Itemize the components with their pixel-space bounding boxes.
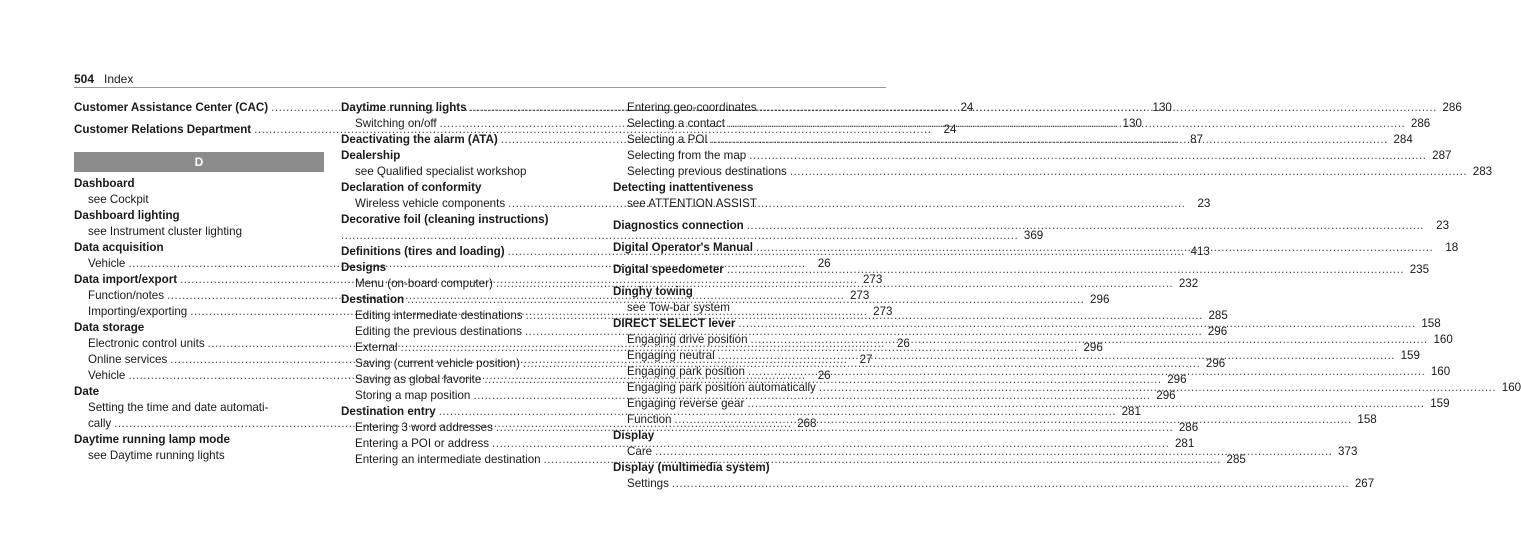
index-subentry: Entering geo-coordinates ..... 286 bbox=[613, 100, 861, 116]
index-entry: Data storage bbox=[74, 321, 145, 334]
index-subentry: Storing a map position ..... 296 bbox=[341, 388, 586, 404]
index-entry: Data acquisition bbox=[74, 241, 164, 254]
index-subentry: Entering an intermediate destination ..... 285 bbox=[341, 452, 586, 468]
section-letter-bar: D bbox=[74, 152, 324, 172]
see-reference: see ATTENTION ASSIST bbox=[627, 197, 757, 210]
see-reference: see Daytime running lights bbox=[88, 449, 225, 462]
index-subentry: Selecting previous destinations ..... 283 bbox=[613, 164, 861, 180]
index-subentry: Function/notes ..... 273 bbox=[74, 288, 324, 304]
index-subentry: Engaging neutral ..... 159 bbox=[613, 348, 861, 364]
index-subentry: Engaging reverse gear ..... 159 bbox=[613, 396, 861, 412]
index-entry: Daytime running lights ..... 130 bbox=[341, 100, 586, 116]
index-subentry: Switching on/off ..... 130 bbox=[341, 116, 586, 132]
index-subentry: Importing/exporting ..... 273 bbox=[74, 304, 324, 320]
see-reference: see Qualified specialist workshop bbox=[355, 165, 527, 178]
index-entry: Display bbox=[613, 429, 655, 442]
index-entry: Data import/export ..... 273 bbox=[74, 272, 324, 288]
index-subentry: Menu (on-board computer) ..... 232 bbox=[341, 276, 586, 292]
index-entry: Display (multimedia system) bbox=[613, 461, 770, 474]
index-entry: Dinghy towing bbox=[613, 285, 693, 298]
index-entry: Detecting inattentiveness bbox=[613, 181, 754, 194]
index-entry: Dashboard lighting bbox=[74, 209, 180, 222]
index-subentry: Engaging park position automatically ..... 160 bbox=[613, 380, 861, 396]
index-entry: Digital speedometer ..... 235 bbox=[613, 262, 861, 278]
index-subentry-line: Setting the time and date automati- bbox=[88, 401, 269, 414]
index-entry: Diagnostics connection ..... 23 bbox=[613, 218, 861, 234]
index-entry: Dashboard bbox=[74, 177, 135, 190]
index-subentry: External ..... 296 bbox=[341, 340, 586, 356]
index-subentry: Selecting from the map ..... 287 bbox=[613, 148, 861, 164]
index-subentry: Online services ..... 27 bbox=[74, 352, 324, 368]
index-subentry: Saving (current vehicle position) ..... 296 bbox=[341, 356, 586, 372]
index-subentry: Engaging park position ..... 160 bbox=[613, 364, 861, 380]
index-entry: Customer Assistance Center (CAC) ..... 24 bbox=[74, 100, 324, 116]
index-entry-continuation: ..... 369 bbox=[341, 228, 586, 244]
index-subentry: Vehicle ..... 26 bbox=[74, 368, 324, 384]
index-subentry: Entering 3 word addresses ..... 286 bbox=[341, 420, 586, 436]
header-rule bbox=[74, 87, 886, 88]
index-entry: Designs bbox=[341, 261, 387, 274]
index-entry: Dealership bbox=[341, 149, 401, 162]
index-subentry: Saving as global favorite ..... 296 bbox=[341, 372, 586, 388]
index-entry: Destination entry ..... 281 bbox=[341, 404, 586, 420]
index-subentry: Care ..... 373 bbox=[613, 444, 861, 460]
see-reference: see Instrument cluster lighting bbox=[88, 225, 243, 238]
index-entry: Declaration of conformity bbox=[341, 181, 482, 194]
index-entry: Definitions (tires and loading) ..... 413 bbox=[341, 244, 586, 260]
index-subentry: cally ..... 268 bbox=[74, 416, 324, 432]
index-subentry: Editing the previous destinations ..... 296 bbox=[341, 324, 586, 340]
index-subentry: Electronic control units ..... 26 bbox=[74, 336, 324, 352]
index-subentry: Settings ..... 267 bbox=[613, 476, 861, 492]
index-entry: DIRECT SELECT lever ..... 158 bbox=[613, 316, 861, 332]
see-reference: see Tow-bar system bbox=[627, 301, 730, 314]
index-subentry: Function ..... 158 bbox=[613, 412, 861, 428]
page-header bbox=[74, 70, 886, 88]
index-entry: Digital Operator's Manual ..... 18 bbox=[613, 240, 861, 256]
index-subentry: Selecting a POI ..... 284 bbox=[613, 132, 861, 148]
index-entry: Destination ..... 296 bbox=[341, 292, 586, 308]
index-entry: Customer Relations Department ..... 24 bbox=[74, 122, 324, 138]
index-subentry: Entering a POI or address ..... 281 bbox=[341, 436, 586, 452]
see-reference: see Cockpit bbox=[88, 193, 149, 206]
index-entry: Daytime running lamp mode bbox=[74, 433, 230, 446]
index-subentry: Wireless vehicle components ..... 23 bbox=[341, 196, 586, 212]
index-subentry: Selecting a contact ..... 286 bbox=[613, 116, 861, 132]
index-subentry: Vehicle ..... 26 bbox=[74, 256, 324, 272]
index-subentry: Editing intermediate destinations ..... 285 bbox=[341, 308, 586, 324]
index-entry: Date bbox=[74, 385, 100, 398]
page-number: 504 bbox=[74, 72, 95, 86]
index-entry: Decorative foil (cleaning instructions) bbox=[341, 213, 549, 226]
page-title: Index bbox=[104, 72, 134, 86]
index-entry: Deactivating the alarm (ATA) ..... 87 bbox=[341, 132, 586, 148]
index-subentry: Engaging drive position ..... 160 bbox=[613, 332, 861, 348]
